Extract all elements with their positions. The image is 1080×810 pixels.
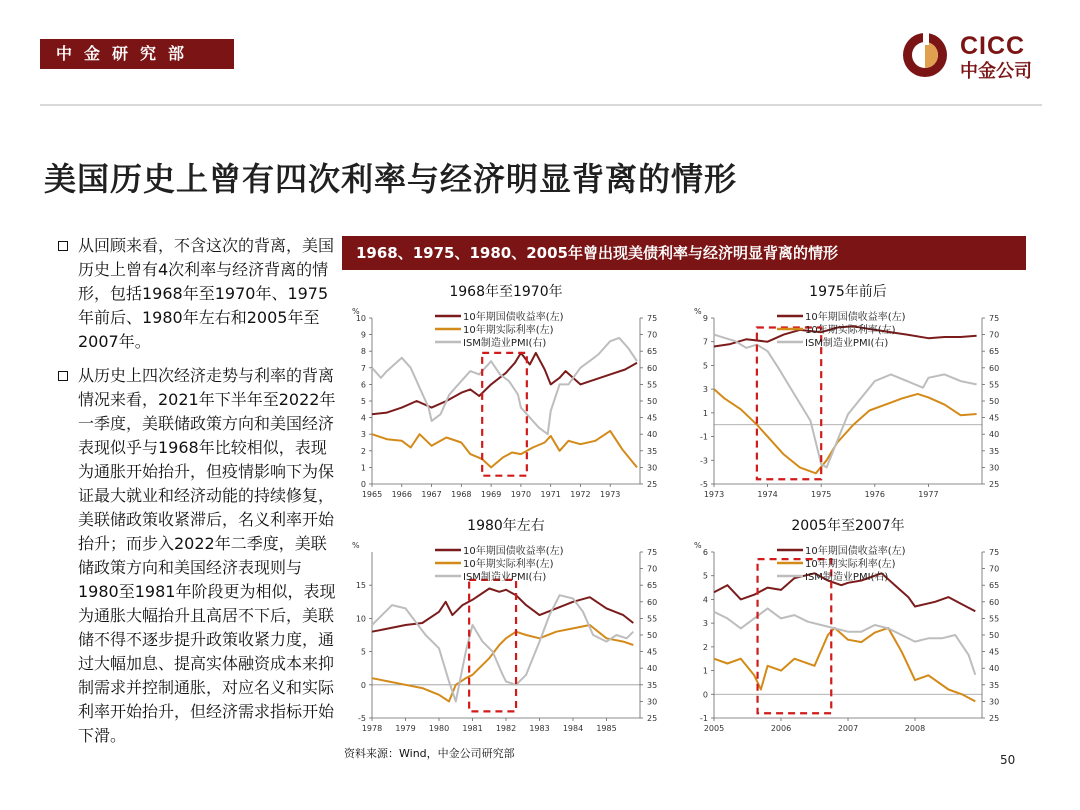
- left-tick-label: 10: [355, 314, 366, 323]
- right-tick-label: 65: [989, 581, 1000, 591]
- left-axis-unit: %: [694, 307, 702, 316]
- right-tick-label: 70: [989, 330, 1000, 340]
- chart-panel: [352, 283, 657, 499]
- x-tick-label: 1973: [600, 490, 621, 499]
- left-tick-label: 1: [702, 666, 708, 676]
- x-tick-label: 1974: [757, 490, 778, 499]
- chart-title: 1975年前后: [809, 284, 887, 300]
- right-tick-label: 50: [647, 397, 658, 406]
- left-tick-label: 1: [360, 463, 366, 473]
- left-tick-label: 3: [702, 385, 708, 395]
- left-axis-unit: %: [352, 307, 360, 316]
- right-tick-label: 65: [989, 347, 1000, 357]
- bullet-list: [58, 234, 338, 758]
- left-tick-label: 4: [702, 595, 708, 605]
- left-tick-label: 8: [360, 347, 366, 357]
- series-line-pmi: [372, 338, 637, 434]
- x-tick-label: 1972: [570, 490, 591, 499]
- legend-label: ISM制造业PMI(右): [463, 572, 547, 583]
- right-tick-label: 45: [647, 413, 658, 423]
- figure-banner: 1968、1975、1980、2005年曾出现美债利率与经济明显背离的情形: [342, 236, 1026, 270]
- page-number: 50: [1000, 753, 1016, 767]
- x-tick-label: 1970: [510, 490, 532, 499]
- x-tick-label: 1971: [540, 490, 561, 499]
- chart-title: 1968年至1970年: [449, 284, 563, 300]
- right-tick-label: 35: [989, 446, 1000, 456]
- legend-label: 10年期国债收益率(左): [463, 546, 564, 557]
- x-tick-label: 1967: [421, 490, 442, 499]
- bullet-item: [58, 364, 338, 748]
- x-tick-label: 1977: [918, 490, 939, 499]
- left-axis-unit: %: [694, 541, 702, 550]
- right-tick-label: 55: [647, 614, 658, 624]
- right-tick-label: 65: [647, 347, 658, 357]
- left-tick-label: 7: [360, 363, 366, 373]
- x-tick-label: 2005: [703, 724, 725, 733]
- x-tick-label: 1984: [562, 724, 584, 733]
- header-divider: [40, 104, 1042, 106]
- series-line-nominal-yield: [372, 589, 633, 632]
- legend-label: 10年期国债收益率(左): [805, 312, 906, 323]
- left-tick-label: 9: [360, 330, 366, 340]
- right-tick-label: 70: [989, 564, 1000, 574]
- left-tick-label: 4: [360, 413, 366, 423]
- chart-panel: [694, 283, 999, 499]
- left-tick-label: 1: [702, 408, 708, 418]
- x-tick-label: 1969: [480, 490, 502, 499]
- left-tick-label: 5: [360, 647, 366, 657]
- series-line-nominal-yield: [372, 353, 637, 414]
- x-tick-label: 1966: [391, 490, 412, 499]
- left-tick-label: -5: [358, 714, 366, 723]
- right-tick-label: 75: [989, 314, 1000, 323]
- logo-text-cn: 中金公司: [960, 61, 1032, 82]
- logo-text-en: CICC: [960, 32, 1026, 60]
- series-line-real-rate: [714, 389, 977, 473]
- x-tick-label: 1975: [811, 490, 832, 499]
- left-tick-label: 6: [360, 380, 366, 390]
- x-tick-label: 1982: [495, 724, 517, 733]
- chart-title: 1980年左右: [467, 518, 545, 534]
- right-tick-label: 40: [989, 664, 1000, 674]
- right-tick-label: 75: [989, 548, 1000, 557]
- x-tick-label: 2007: [837, 724, 859, 733]
- right-tick-label: 30: [989, 697, 1000, 707]
- right-tick-label: 60: [647, 363, 658, 373]
- legend-label: 10年期国债收益率(左): [463, 312, 564, 323]
- left-tick-label: 2: [702, 642, 708, 652]
- x-tick-label: 1978: [361, 724, 383, 733]
- right-tick-label: 60: [989, 363, 1000, 373]
- x-tick-label: 1983: [529, 724, 550, 733]
- figure-source: 资料来源：Wind，中金公司研究部: [344, 747, 515, 760]
- legend-label: 10年期国债收益率(左): [805, 546, 906, 557]
- right-tick-label: 25: [989, 480, 1000, 489]
- left-tick-label: 9: [702, 314, 708, 323]
- x-tick-label: 1979: [395, 724, 416, 733]
- legend-label: ISM制造业PMI(右): [463, 338, 547, 349]
- right-tick-label: 25: [989, 714, 1000, 723]
- left-tick-label: 6: [702, 548, 708, 557]
- x-tick-label: 1965: [361, 490, 383, 499]
- legend-label: 10年期实际利率(左): [463, 559, 554, 570]
- legend-label: 10年期实际利率(左): [463, 325, 554, 336]
- left-tick-label: -1: [700, 714, 708, 723]
- right-tick-label: 50: [989, 397, 1000, 406]
- left-tick-label: 5: [702, 571, 708, 581]
- bullet-item: [58, 234, 338, 354]
- x-tick-label: 1976: [864, 490, 885, 499]
- right-tick-label: 30: [647, 697, 658, 707]
- bullet-text: 从历史上四次经济走势与利率的背离情况来看，2021年下半年至2022年一季度，美联储政策方向和美国经济表现似乎与1968年比较相似，表现为通胀开始抬升，但疫情影响下为保证最大就业和经济动能的持续修复，美联储政策收紧滞后，名义利率开始抬升；而步入2022年二季度，美联储政策方向和美国经济表现则与1980至1981年阶段更为相似，表现为通胀大幅抬升且高居不下后，美联储不得不逐步提升政策收紧力度，通过大幅加息、提高实体融资成本来抑制需求并控制通胀，对应名义和实际利率开始抬升，但经济需求指标开始下滑。: [78, 366, 336, 745]
- legend-label: 10年期实际利率(左): [805, 325, 896, 336]
- right-tick-label: 50: [647, 631, 658, 640]
- legend-label: ISM制造业PMI(右): [805, 572, 889, 583]
- cicc-logo: [900, 30, 1050, 80]
- x-tick-label: 1968: [451, 490, 472, 499]
- right-tick-label: 65: [647, 581, 658, 591]
- left-tick-label: 5: [360, 397, 366, 406]
- page-title: 美国历史上曾有四次利率与经济明显背离的情形: [44, 160, 738, 198]
- right-tick-label: 35: [647, 680, 658, 690]
- legend-label: ISM制造业PMI(右): [805, 338, 889, 349]
- left-tick-label: 3: [360, 430, 366, 440]
- right-tick-label: 45: [647, 647, 658, 657]
- chart-title: 2005年至2007年: [791, 518, 905, 534]
- right-tick-label: 75: [647, 314, 658, 323]
- x-tick-label: 2008: [904, 724, 926, 733]
- cicc-logo-icon: [900, 30, 950, 80]
- highlight-period-box: [469, 580, 516, 711]
- right-tick-label: 60: [989, 597, 1000, 607]
- right-tick-label: 40: [647, 430, 658, 440]
- series-line-pmi: [714, 608, 975, 674]
- right-tick-label: 25: [647, 714, 658, 723]
- right-tick-label: 40: [647, 664, 658, 674]
- right-tick-label: 35: [647, 446, 658, 456]
- left-axis-unit: %: [352, 541, 360, 550]
- square-bullet-icon: [58, 371, 68, 381]
- right-tick-label: 25: [647, 480, 658, 489]
- right-tick-label: 30: [989, 463, 1000, 473]
- square-bullet-icon: [58, 241, 68, 251]
- left-tick-label: 0: [360, 480, 366, 489]
- right-tick-label: 60: [647, 597, 658, 607]
- right-tick-label: 70: [647, 564, 658, 574]
- department-tag: 中金研究部: [40, 39, 234, 69]
- right-tick-label: 55: [989, 380, 1000, 390]
- left-tick-label: 2: [360, 446, 366, 456]
- left-tick-label: 10: [355, 614, 366, 624]
- x-tick-label: 1973: [703, 490, 725, 499]
- left-tick-label: 7: [702, 337, 708, 347]
- left-tick-label: 5: [702, 361, 708, 371]
- right-tick-label: 50: [989, 631, 1000, 640]
- right-tick-label: 55: [647, 380, 658, 390]
- right-tick-label: 55: [989, 614, 1000, 624]
- left-tick-label: 0: [360, 680, 366, 690]
- x-tick-label: 2006: [770, 724, 792, 733]
- left-tick-label: -3: [700, 456, 708, 466]
- left-tick-label: 3: [702, 619, 708, 629]
- x-tick-label: 1985: [596, 724, 617, 733]
- left-tick-label: 0: [702, 690, 708, 700]
- chart-grid: [340, 276, 1030, 744]
- right-tick-label: 35: [989, 680, 1000, 690]
- right-tick-label: 70: [647, 330, 658, 340]
- right-tick-label: 45: [989, 647, 1000, 657]
- chart-panel: [694, 517, 999, 733]
- right-tick-label: 75: [647, 548, 658, 557]
- chart-panel: [352, 517, 657, 733]
- x-tick-label: 1981: [462, 724, 483, 733]
- series-line-real-rate: [372, 431, 637, 468]
- legend-label: 10年期实际利率(左): [805, 559, 896, 570]
- right-tick-label: 45: [989, 413, 1000, 423]
- left-tick-label: -1: [700, 432, 708, 442]
- left-tick-label: 15: [355, 581, 366, 591]
- left-tick-label: -5: [700, 480, 708, 489]
- right-tick-label: 30: [647, 463, 658, 473]
- x-tick-label: 1980: [428, 724, 450, 733]
- right-tick-label: 40: [989, 430, 1000, 440]
- bullet-text: 从回顾来看，不含这次的背离，美国历史上曾有4次利率与经济背离的情形，包括1968年至1970年、1975年前后、1980年左右和2005年至2007年。: [78, 236, 335, 351]
